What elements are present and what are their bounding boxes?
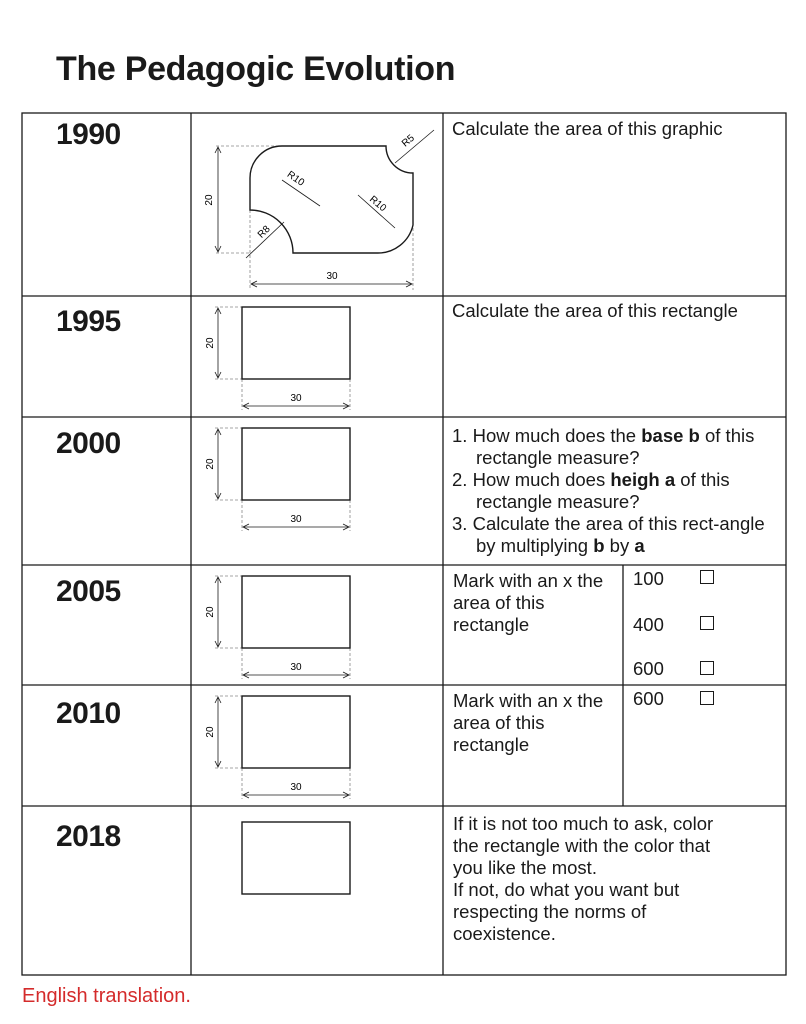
option-checkbox[interactable] [700,661,714,675]
compound-shape-figure [204,130,434,290]
height-label: 20 [205,458,216,470]
rectangle-figure-2000 [205,428,350,531]
width-label: 30 [326,271,338,282]
year-label: 1995 [56,305,121,338]
option-label: 400 [633,614,664,635]
height-label: 20 [205,726,216,738]
step-1: 1. How much does the base b of this rectangle measure? [452,425,755,468]
year-label: 2005 [56,575,121,608]
step-2: 2. How much does heigh a of this rectangle measure? [452,469,730,512]
radius-label: R10 [367,193,389,215]
width-label: 30 [290,393,302,404]
translation-note: English translation. [22,985,191,1007]
question-2005: Mark with an x the area of this rectangle [453,570,604,635]
rectangle-figure-2010 [205,696,350,799]
year-label: 1990 [56,118,121,151]
width-label: 30 [290,782,302,793]
question-2018: If it is not too much to ask, color the rectangle with the color that you like the most. If not, do what you want but respecting the norms of coexistence. [453,813,714,944]
question-1995: Calculate the area of this rectangle [452,300,738,321]
option-checkbox[interactable] [700,570,714,584]
question-2010: Mark with an x the area of this rectangle [453,690,604,755]
rectangle-figure-2005 [205,576,350,679]
year-label: 2000 [56,427,121,460]
option-label: 600 [633,658,664,679]
height-label: 20 [205,337,216,349]
height-label: 20 [204,194,215,206]
question-1990: Calculate the area of this graphic [452,118,723,139]
page-title: The Pedagogic Evolution [56,50,456,88]
year-label: 2010 [56,697,121,730]
rectangle-figure-1995 [205,307,350,410]
width-label: 30 [290,514,302,525]
question-2000 [452,425,782,557]
radius-label: R8 [255,223,273,241]
rectangle-figure-2018 [242,822,350,894]
step-3: 3. Calculate the area of this rect-angle by multiplying b by a [452,513,765,556]
height-label: 20 [205,606,216,618]
option-checkbox[interactable] [700,691,714,705]
option-label: 600 [633,688,664,709]
radius-label: R10 [284,169,307,189]
option-label: 100 [633,568,664,589]
year-label: 2018 [56,820,121,853]
option-checkbox[interactable] [700,616,714,630]
radius-label: R5 [399,132,417,150]
width-label: 30 [290,662,302,673]
